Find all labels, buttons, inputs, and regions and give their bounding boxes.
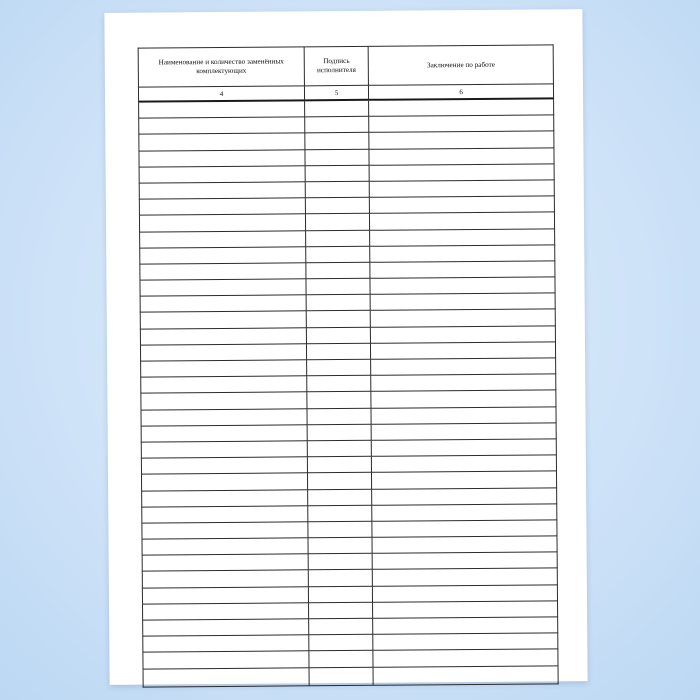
- cell-components[interactable]: [142, 489, 308, 506]
- cell-signature[interactable]: [308, 505, 372, 522]
- cell-conclusion[interactable]: [370, 180, 555, 198]
- column-header-components: Наименование и количество заменённых комплектующих: [138, 47, 304, 87]
- cell-conclusion[interactable]: [369, 115, 554, 133]
- cell-conclusion[interactable]: [373, 601, 558, 619]
- cell-signature[interactable]: [306, 278, 370, 295]
- cell-components[interactable]: [139, 198, 305, 215]
- cell-conclusion[interactable]: [371, 390, 556, 408]
- cell-signature[interactable]: [309, 667, 373, 686]
- cell-components[interactable]: [140, 311, 306, 328]
- cell-components[interactable]: [140, 344, 306, 361]
- cell-conclusion[interactable]: [369, 98, 554, 116]
- cell-signature[interactable]: [307, 424, 371, 441]
- cell-conclusion[interactable]: [372, 552, 557, 570]
- cell-conclusion[interactable]: [372, 536, 557, 554]
- paper-sheet: [104, 9, 587, 685]
- cell-signature[interactable]: [308, 570, 372, 587]
- cell-components[interactable]: [140, 279, 306, 296]
- cell-components[interactable]: [139, 117, 305, 134]
- cell-components[interactable]: [140, 230, 306, 247]
- cell-conclusion[interactable]: [371, 325, 556, 343]
- cell-conclusion[interactable]: [369, 164, 554, 182]
- cell-components[interactable]: [141, 457, 307, 474]
- cell-conclusion[interactable]: [370, 196, 555, 214]
- cell-conclusion[interactable]: [372, 455, 557, 473]
- column-number-5: 5: [304, 85, 368, 100]
- cell-components[interactable]: [142, 586, 308, 603]
- cell-signature[interactable]: [308, 521, 372, 538]
- cell-signature[interactable]: [309, 602, 373, 619]
- cell-signature[interactable]: [305, 133, 369, 150]
- cell-conclusion[interactable]: [372, 439, 557, 457]
- cell-components[interactable]: [143, 619, 309, 636]
- cell-components[interactable]: [142, 554, 308, 571]
- column-header-conclusion: Заключение по работе: [368, 45, 553, 85]
- cell-signature[interactable]: [306, 311, 370, 328]
- cell-signature[interactable]: [308, 537, 372, 554]
- cell-signature[interactable]: [305, 165, 369, 182]
- cell-conclusion[interactable]: [370, 293, 555, 311]
- cell-conclusion[interactable]: [371, 358, 556, 376]
- cell-signature[interactable]: [307, 456, 371, 473]
- cell-conclusion[interactable]: [373, 584, 558, 602]
- cell-conclusion[interactable]: [371, 374, 556, 392]
- cell-conclusion[interactable]: [371, 342, 556, 360]
- cell-signature[interactable]: [306, 246, 370, 263]
- cell-conclusion[interactable]: [370, 261, 555, 279]
- cell-components[interactable]: [139, 149, 305, 166]
- cell-signature[interactable]: [307, 392, 371, 409]
- cell-signature[interactable]: [306, 327, 370, 344]
- cell-signature[interactable]: [308, 489, 372, 506]
- table-header: [138, 45, 553, 102]
- cell-components[interactable]: [141, 408, 307, 425]
- cell-conclusion[interactable]: [371, 309, 556, 327]
- cell-signature[interactable]: [305, 149, 369, 166]
- cell-components[interactable]: [142, 538, 308, 555]
- cell-signature[interactable]: [307, 473, 371, 490]
- cell-signature[interactable]: [309, 618, 373, 635]
- cell-conclusion[interactable]: [371, 423, 556, 441]
- cell-components[interactable]: [143, 603, 309, 620]
- cell-components[interactable]: [141, 376, 307, 393]
- table-row[interactable]: [143, 665, 558, 686]
- cell-components[interactable]: [140, 263, 306, 280]
- sheet-content: [138, 44, 559, 656]
- cell-signature[interactable]: [305, 116, 369, 133]
- cell-signature[interactable]: [305, 100, 369, 117]
- header-row: [138, 45, 553, 87]
- cell-components[interactable]: [139, 214, 305, 231]
- cell-signature[interactable]: [305, 214, 369, 231]
- cell-signature[interactable]: [306, 295, 370, 312]
- cell-components[interactable]: [141, 473, 307, 490]
- column-number-4: 4: [138, 86, 304, 102]
- form-table: [138, 44, 559, 687]
- cell-signature[interactable]: [306, 343, 370, 360]
- cell-conclusion[interactable]: [372, 471, 557, 489]
- cell-signature[interactable]: [307, 408, 371, 425]
- cell-components[interactable]: [139, 100, 305, 118]
- cell-signature[interactable]: [306, 262, 370, 279]
- cell-conclusion[interactable]: [372, 487, 557, 505]
- column-header-signature: Подпись исполнителя: [304, 46, 369, 86]
- cell-components[interactable]: [139, 182, 305, 199]
- cell-conclusion[interactable]: [369, 131, 554, 149]
- cell-signature[interactable]: [308, 554, 372, 571]
- cell-components[interactable]: [143, 667, 309, 686]
- cell-signature[interactable]: [309, 634, 373, 651]
- cell-conclusion[interactable]: [373, 649, 558, 667]
- cell-conclusion[interactable]: [369, 147, 554, 165]
- cell-components[interactable]: [141, 392, 307, 409]
- cell-conclusion[interactable]: [370, 277, 555, 295]
- cell-signature[interactable]: [307, 440, 371, 457]
- cell-components[interactable]: [140, 247, 306, 264]
- cell-components[interactable]: [140, 295, 306, 312]
- column-number-6: 6: [369, 84, 554, 100]
- cell-components[interactable]: [143, 635, 309, 652]
- cell-conclusion[interactable]: [372, 504, 557, 522]
- cell-components[interactable]: [142, 570, 308, 587]
- cell-signature[interactable]: [307, 359, 371, 376]
- cell-conclusion[interactable]: [372, 520, 557, 538]
- cell-conclusion[interactable]: [370, 228, 555, 246]
- cell-signature[interactable]: [305, 181, 369, 198]
- cell-signature[interactable]: [307, 375, 371, 392]
- cell-signature[interactable]: [308, 586, 372, 603]
- cell-conclusion[interactable]: [373, 665, 558, 684]
- cell-components[interactable]: [142, 522, 308, 539]
- cell-components[interactable]: [140, 327, 306, 344]
- cell-components[interactable]: [141, 441, 307, 458]
- cell-signature[interactable]: [306, 230, 370, 247]
- cell-components[interactable]: [141, 425, 307, 442]
- cell-conclusion[interactable]: [373, 617, 558, 635]
- cell-components[interactable]: [139, 166, 305, 183]
- cell-signature[interactable]: [305, 197, 369, 214]
- cell-conclusion[interactable]: [371, 406, 556, 424]
- cell-components[interactable]: [142, 505, 308, 522]
- cell-conclusion[interactable]: [373, 633, 558, 651]
- cell-signature[interactable]: [309, 651, 373, 668]
- cell-components[interactable]: [143, 651, 309, 668]
- cell-conclusion[interactable]: [370, 245, 555, 263]
- cell-components[interactable]: [141, 360, 307, 377]
- cell-conclusion[interactable]: [373, 568, 558, 586]
- cell-conclusion[interactable]: [370, 212, 555, 230]
- cell-components[interactable]: [139, 133, 305, 150]
- table-body: [139, 98, 559, 686]
